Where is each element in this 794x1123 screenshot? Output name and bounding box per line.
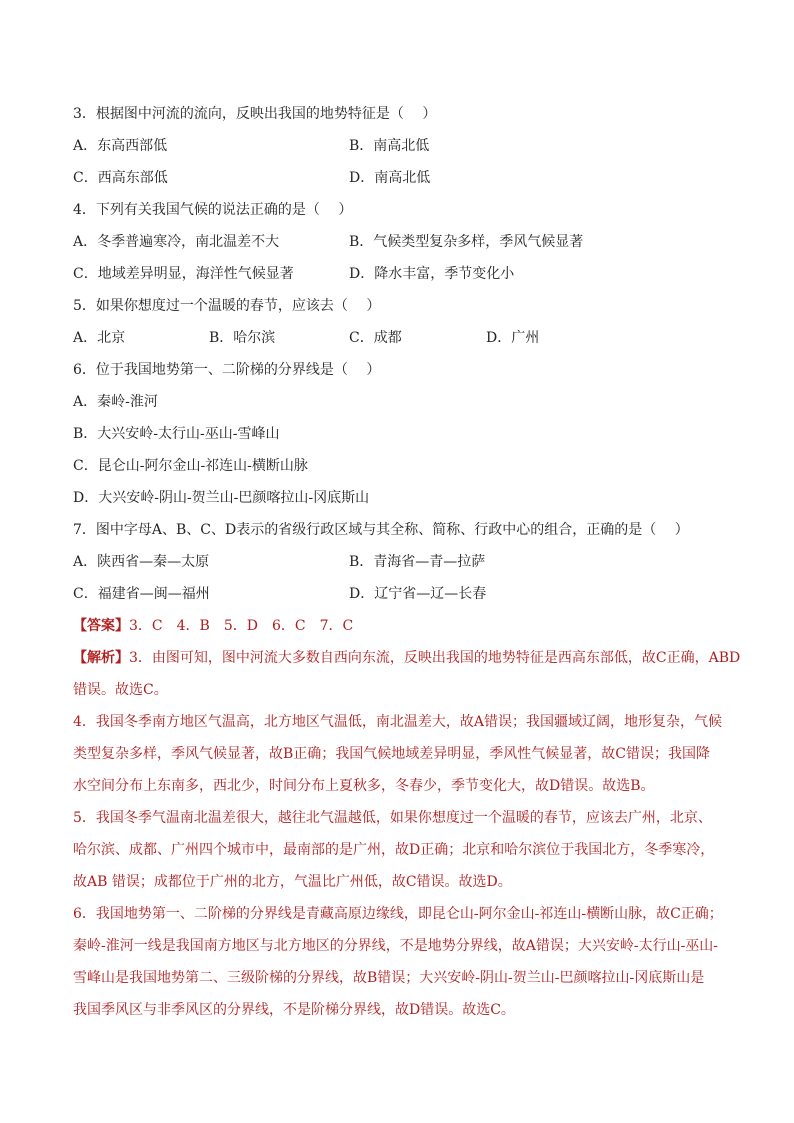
option-b: B．青海省—青—拉萨 (349, 554, 486, 570)
analysis-3-line-2: 错误。故选C。 (73, 682, 168, 698)
option-b: B．南高北低 (349, 138, 430, 154)
analysis-6 (73, 898, 723, 1026)
option-d: D．广州 (486, 330, 540, 346)
analysis-5-line-2: 哈尔滨、成都、广州四个城市中，最南部的是广州，故D正确；北京和哈尔滨位于我国北方，冬季寒冷， (73, 842, 715, 858)
question-7-stem: 7．图中字母A、B、C、D表示的省级行政区域与其全称、简称、行政中心的组合，正确的是（ ） (73, 522, 689, 538)
analysis-3-line-1 (73, 642, 741, 674)
question-4-stem: 4．下列有关我国气候的说法正确的是（ ） (73, 202, 353, 218)
option-b: B．哈尔滨 (209, 330, 276, 346)
analysis-3-text: 3．由图可知，图中河流大多数自西向东流，反映出我国的地势特征是西高东部低，故C正确，ABD (129, 650, 741, 666)
option-a: A．东高西部低 (73, 138, 168, 154)
analysis-4-line-3: 水空间分布上东南多，西北少，时间分布上夏秋多，冬春少，季节变化大，故D错误。故选B。 (73, 778, 655, 794)
option-d: D．降水丰富，季节变化小 (349, 266, 515, 282)
question-4-options-row-2 (73, 258, 723, 290)
option-c: C．成都 (349, 330, 402, 346)
question-4-options-row-1 (73, 226, 723, 258)
option-d: D．大兴安岭-阴山-贺兰山-巴颜喀拉山-冈底斯山 (73, 490, 370, 506)
option-a: A．冬季普遍寒冷，南北温差不大 (73, 234, 280, 250)
question-7-options-row-2 (73, 578, 723, 610)
question-3-stem: 3．根据图中河流的流向，反映出我国的地势特征是（ ） (73, 106, 437, 122)
analysis-5-line-1: 5．我国冬季气温南北温差很大，越往北气温越低，如果你想度过一个温暖的春节，应该去广州，北京、 (73, 810, 712, 826)
question-content (73, 98, 741, 1026)
option-c: C．福建省—闽—福州 (73, 586, 210, 602)
option-c: C．西高东部低 (73, 170, 168, 186)
analysis-4-line-2: 类型复杂多样，季风气候显著，故B正确；我国气候地域差异明显，季风性气候显著，故C错误；我国降 (73, 746, 710, 762)
option-c: C．昆仑山-阿尔金山-祁连山-横断山脉 (73, 458, 308, 474)
analysis-6-line-3: 雪峰山是我国地势第二、三级阶梯的分界线，故B错误；大兴安岭-阴山-贺兰山-巴颜喀拉山-冈底斯山是 (73, 970, 705, 986)
answer-tag: 【答案】 (73, 618, 129, 634)
option-a: A．北京 (73, 330, 126, 346)
option-d: D．南高北低 (349, 170, 431, 186)
question-7-options-row-1 (73, 546, 723, 578)
question-3-options-row-2 (73, 162, 723, 194)
analysis-4-line-1: 4．我国冬季南方地区气温高，北方地区气温低，南北温差大，故A错误；我国疆域辽阔，地形复杂，气候 (73, 714, 723, 730)
answer-line (73, 610, 723, 642)
analysis-5 (73, 802, 723, 898)
option-b: B．气候类型复杂多样，季风气候显著 (349, 234, 584, 250)
question-3-options-row-1 (73, 130, 723, 162)
analysis-6-line-2: 秦岭-淮河一线是我国南方地区与北方地区的分界线，不是地势分界线，故A错误；大兴安岭-太行山-巫山- (73, 938, 719, 954)
analysis-6-line-4: 我国季风区与非季风区的分界线，不是阶梯分界线，故D错误。故选C。 (73, 1002, 515, 1018)
analysis-tag: 【解析】 (73, 650, 129, 666)
question-5-options (73, 322, 723, 354)
analysis-4 (73, 706, 723, 802)
option-a: A．秦岭-淮河 (73, 394, 158, 410)
analysis-3 (73, 642, 741, 706)
answer-text: 3．C 4．B 5．D 6．C 7．C (129, 618, 354, 634)
analysis-5-line-3: 故AB 错误；成都位于广州的北方，气温比广州低，故C错误。故选D。 (73, 874, 512, 890)
option-d: D．辽宁省—辽—长春 (349, 586, 487, 602)
question-6-stem: 6．位于我国地势第一、二阶梯的分界线是（ ） (73, 362, 381, 378)
question-5-stem: 5．如果你想度过一个温暖的春节，应该去（ ） (73, 298, 381, 314)
analysis-6-line-1: 6．我国地势第一、二阶梯的分界线是青藏高原边缘线，即昆仑山-阿尔金山-祁连山-横断山脉，故C正确； (73, 906, 723, 922)
option-c: C．地域差异明显，海洋性气候显著 (73, 266, 294, 282)
option-b: B．大兴安岭-太行山-巫山-雪峰山 (73, 426, 280, 442)
option-a: A．陕西省—秦—太原 (73, 554, 210, 570)
